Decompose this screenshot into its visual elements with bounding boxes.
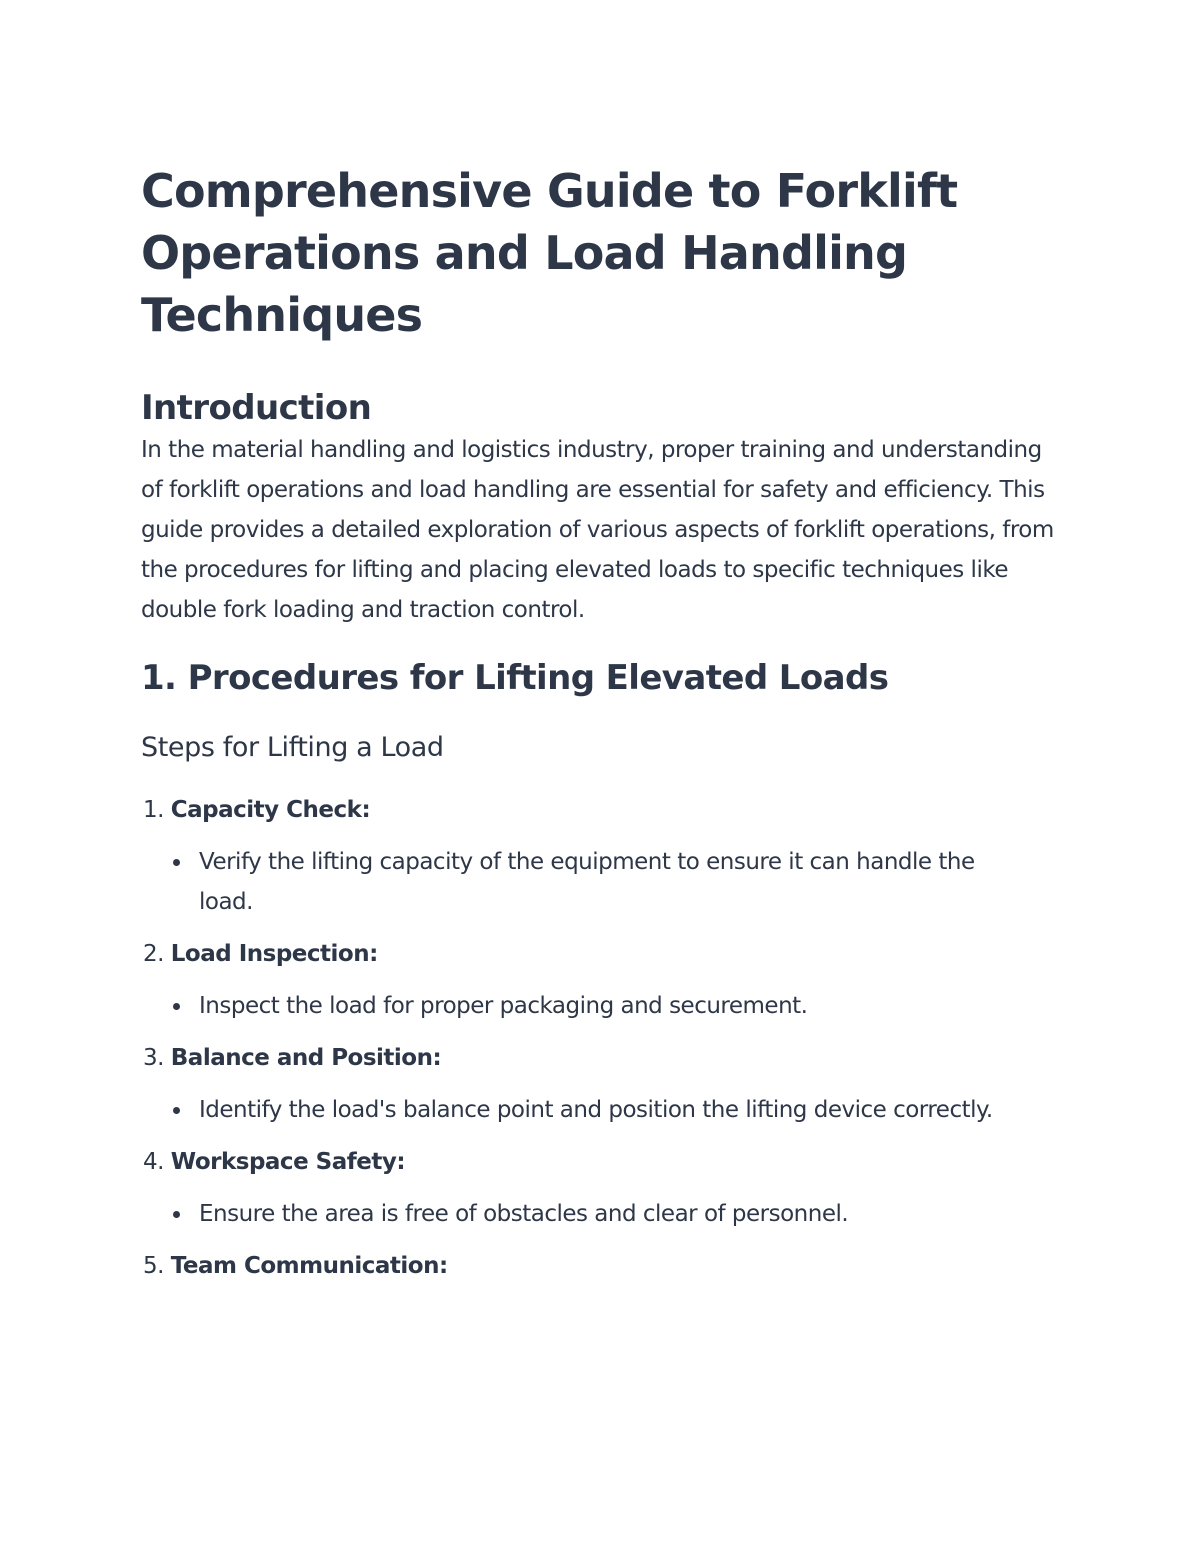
step-item bbox=[141, 790, 1061, 922]
bullet-text: Identify the load's balance point and position the lifting device correctly. bbox=[199, 1097, 993, 1123]
bullet-dot-icon bbox=[173, 859, 180, 866]
introduction-heading: Introduction bbox=[141, 388, 372, 428]
bullet-dot-icon bbox=[173, 1107, 180, 1114]
document-title: Comprehensive Guide to Forklift Operations and Load Handling Techniques bbox=[141, 164, 958, 342]
step-item bbox=[141, 1142, 1061, 1234]
document-page bbox=[141, 160, 1061, 1286]
step-number: 5. bbox=[143, 1253, 164, 1279]
step-number: 3. bbox=[143, 1045, 164, 1071]
step-item bbox=[141, 1038, 1061, 1130]
step-bullets bbox=[141, 1194, 1061, 1234]
section-1-heading: 1. Procedures for Lifting Elevated Loads bbox=[141, 658, 889, 698]
step-number: 1. bbox=[143, 797, 164, 823]
step-bullets bbox=[141, 986, 1061, 1026]
bullet-item bbox=[199, 1194, 1061, 1234]
step-title: Load Inspection: bbox=[170, 941, 378, 967]
bullet-dot-icon bbox=[173, 1003, 180, 1010]
step-item bbox=[141, 934, 1061, 1026]
step-title: Balance and Position: bbox=[170, 1045, 442, 1071]
bullet-dot-icon bbox=[173, 1211, 180, 1218]
step-number: 2. bbox=[143, 941, 164, 967]
step-title: Team Communication: bbox=[170, 1253, 448, 1279]
steps-list bbox=[141, 790, 1061, 1286]
step-item bbox=[141, 1246, 1061, 1286]
step-title: Capacity Check: bbox=[170, 797, 371, 823]
bullet-item bbox=[199, 842, 1061, 922]
step-bullets bbox=[141, 842, 1061, 922]
introduction-paragraph: In the material handling and logistics industry, proper training and understanding of forklift operations and load handling are essential for safety and efficiency. This guide provides a detailed exploration of various aspects of forklift operations, from the procedures for lifting and placing elevated loads to specific techniques like double fork loading and traction control. bbox=[141, 437, 1054, 623]
bullet-item bbox=[199, 986, 1061, 1026]
step-bullets bbox=[141, 1090, 1061, 1130]
bullet-text: Verify the lifting capacity of the equipment to ensure it can handle the load. bbox=[199, 849, 975, 915]
bullet-item bbox=[199, 1090, 1061, 1130]
bullet-text: Ensure the area is free of obstacles and clear of personnel. bbox=[199, 1201, 849, 1227]
step-number: 4. bbox=[143, 1149, 164, 1175]
step-title: Workspace Safety: bbox=[170, 1149, 406, 1175]
bullet-text: Inspect the load for proper packaging and securement. bbox=[199, 993, 808, 1019]
steps-subheading: Steps for Lifting a Load bbox=[141, 732, 444, 763]
